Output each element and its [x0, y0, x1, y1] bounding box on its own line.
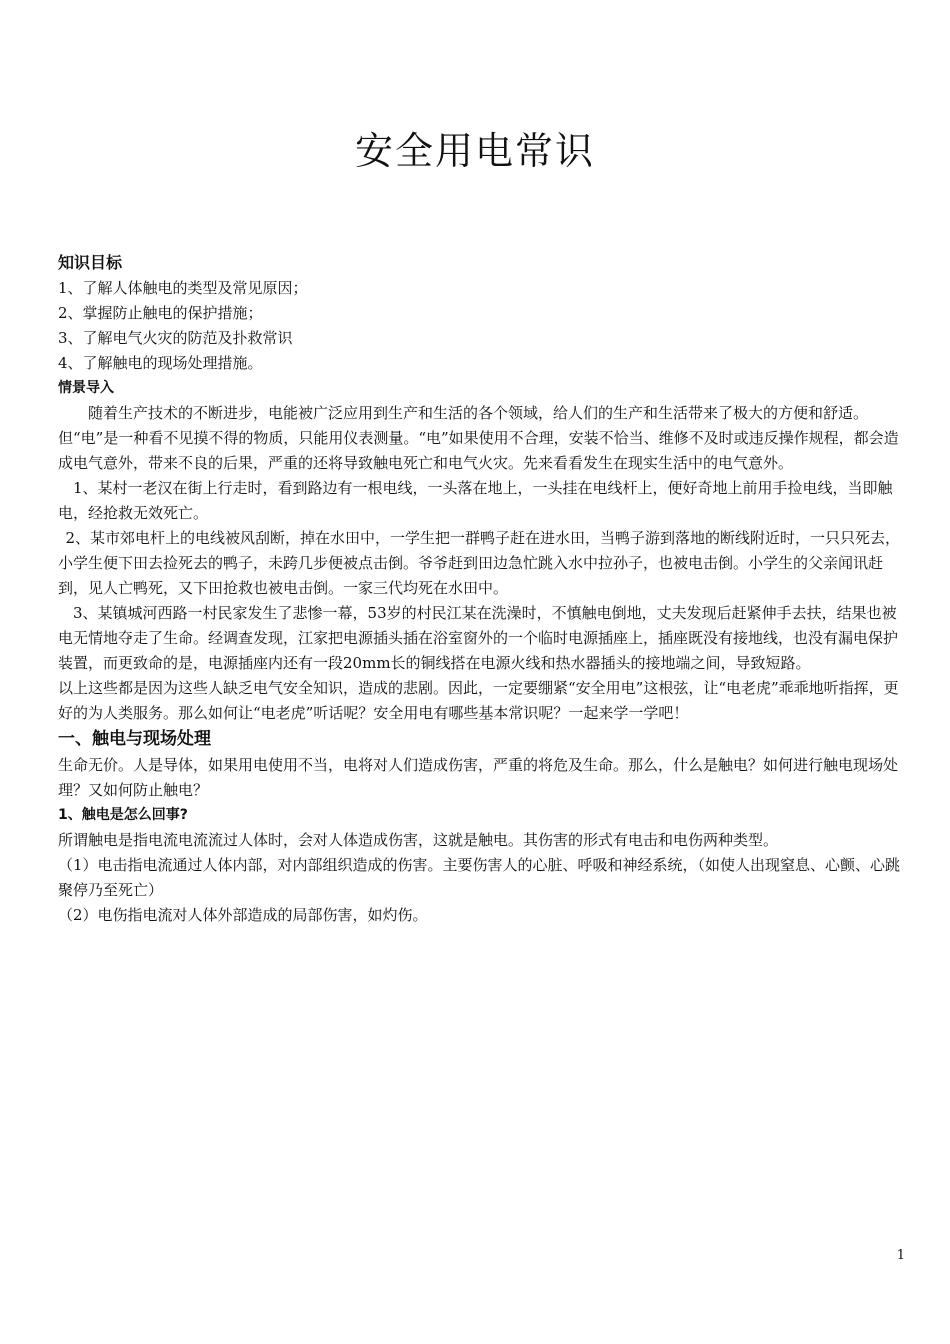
list-item-electric-shock: （1）电击指电流通过人体内部，对内部组织造成的伤害。主要伤害人的心脏、呼吸和神经系统，（如使人出现窒息、心颤、心跳聚停乃至死亡）: [58, 856, 901, 899]
subsection-heading-what-is-shock: 1、触电是怎么回事?: [58, 807, 188, 823]
objective-item: 3、了解电气火灾的防范及扑救常识: [58, 329, 293, 347]
section-intro-paragraph: 生命无价。人是导体，如果用电使用不当，电将对人们造成伤害，严重的将危及生命。那么，什么是触电？如何进行触电现场处理？又如何防止触电？: [58, 756, 899, 799]
case-paragraph-1: 1、某村一老汉在街上行走时，看到路边有一根电线，一头落在地上，一头挂在电线杆上，便好奇地上前用手捡电线，当即触电，经抢救无效死亡。: [58, 479, 893, 522]
section-heading-electric-shock: 一、触电与现场处理: [58, 729, 211, 749]
objectives-heading: 知识目标: [58, 253, 123, 272]
objective-item: 4、了解触电的现场处理措施。: [58, 354, 263, 372]
list-item-electric-injury: （2）电伤指电流对人体外部造成的局部伤害，如灼伤。: [58, 906, 428, 924]
scenario-heading: 情景导入: [58, 380, 114, 396]
objective-item: 1、了解人体触电的类型及常见原因；: [58, 279, 308, 297]
case-paragraph-2: 2、某市郊电杆上的电线被风刮断，掉在水田中，一学生把一群鸭子赶在进水田，当鸭子游到落地的断线附近时，一只只死去，小学生便下田去捡死去的鸭子，未跨几步便被点击倒。爷爷赶到田边急忙跳入水中拉孙子，也被电击倒。小学生的父亲闻讯赶到，见人亡鸭死，又下田抢救也被电击倒。一家三代均死在水田中。: [58, 529, 901, 597]
scenario-conclusion-paragraph: 以上这些都是因为这些人缺乏电气安全知识，造成的悲剧。因此，一定要绷紧“安全用电”这根弦，让“电老虎”乖乖地听指挥，更好的为人类服务。那么如何让“电老虎”听话呢？安全用电有哪些基本常识呢？一起来学一学吧！: [58, 679, 899, 722]
objective-item: 2、掌握防止触电的保护措施；: [58, 304, 263, 322]
page-title: 安全用电常识: [354, 129, 595, 173]
scenario-intro-paragraph: 随着生产技术的不断进步，电能被广泛应用到生产和生活的各个领域，给人们的生产和生活带来了极大的方便和舒适。但“电”是一种看不见摸不得的物质，只能用仪表测量。“电”如果使用不合理，安装不恰当、维修不及时或违反操作规程，都会造成电气意外，带来不良的后果，严重的还将导致触电死亡和电气火灾。先来看看发生在现实生活中的电气意外。: [58, 404, 899, 472]
definition-paragraph: 所谓触电是指电流电流流过人体时，会对人体造成伤害，这就是触电。其伤害的形式有电击和电伤两种类型。: [58, 831, 779, 849]
document-body: [58, 249, 908, 928]
page-number: 1: [896, 1248, 905, 1263]
case-paragraph-3: 3、某镇城河西路一村民家发生了悲惨一幕，53岁的村民江某在洗澡时，不慎触电倒地，丈夫发现后赶紧伸手去扶，结果也被电无情地夺走了生命。经调查发现，江家把电源插头插在浴室窗外的一个临时电源插座上，插座既没有接地线，也没有漏电保护装置，而更致命的是，电源插座内还有一段20mm长的铜线搭在电源火线和热水器插头的接地端之间，导致短路。: [58, 604, 899, 672]
